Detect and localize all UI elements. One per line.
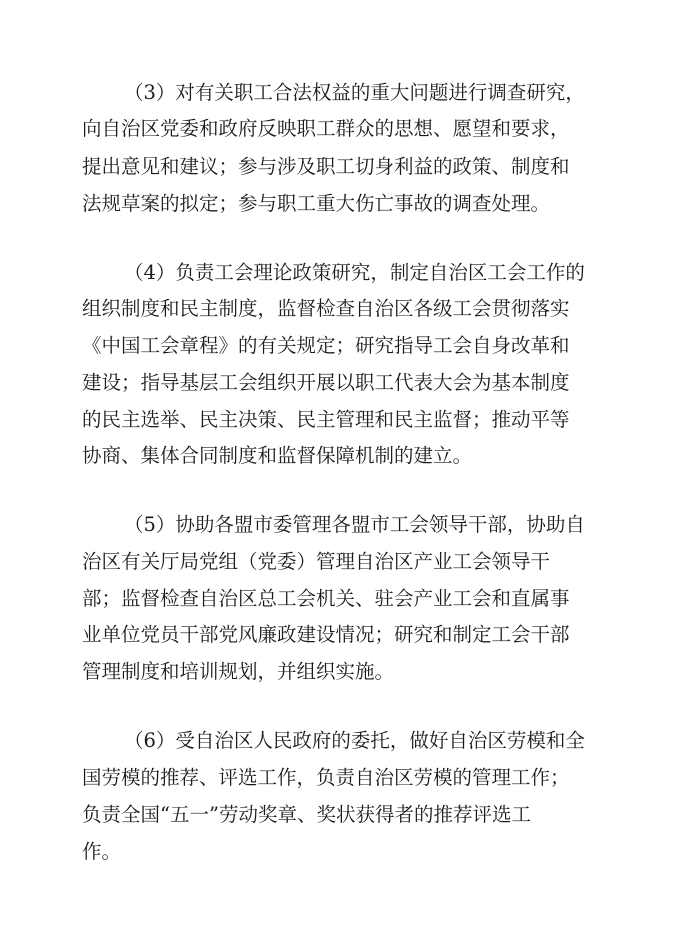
paragraph-line: （3）对有关职工合法权益的重大问题进行调查研究， xyxy=(124,81,585,104)
paragraph-line: 国劳模的推荐、评选工作，负责自治区劳模的管理工作； xyxy=(82,766,570,789)
paragraph-line: 治区有关厅局党组（党委）管理自治区产业工会领导干 xyxy=(82,550,551,573)
paragraph-line: 作。 xyxy=(82,840,122,863)
paragraph-line: 《中国工会章程》的有关规定；研究指导工会自身改革和 xyxy=(82,334,570,357)
paragraph-line: 向自治区党委和政府反映职工群众的思想、愿望和要求， xyxy=(82,117,570,140)
paragraph-line: 管理制度和培训规划，并组织实施。 xyxy=(82,660,395,683)
paragraph-line: （6）受自治区人民政府的委托，做好自治区劳模和全 xyxy=(124,729,585,752)
paragraph-line: 负责全国“五一”劳动奖章、奖状获得者的推荐评选工 xyxy=(82,803,531,826)
paragraph-line: （4）负责工会理论政策研究，制定自治区工会工作的 xyxy=(124,261,585,284)
paragraph-line: 协商、集体合同制度和监督保障机制的建立。 xyxy=(82,444,473,467)
paragraph-line: （5）协助各盟市委管理各盟市工会领导干部，协助自 xyxy=(124,513,585,536)
paragraph-line: 建设；指导基层工会组织开展以职工代表大会为基本制度 xyxy=(82,371,570,394)
paragraph-line: 组织制度和民主制度，监督检查自治区各级工会贯彻落实 xyxy=(82,297,570,320)
paragraph-line: 部；监督检查自治区总工会机关、驻会产业工会和直属事 xyxy=(82,587,570,610)
paragraph-line: 业单位党员干部党风廉政建设情况；研究和制定工会干部 xyxy=(82,623,570,646)
paragraph-line: 法规草案的拟定；参与职工重大伤亡事故的调查处理。 xyxy=(82,192,551,215)
paragraph-line: 提出意见和建议；参与涉及职工切身利益的政策、制度和 xyxy=(82,155,570,178)
paragraph-line: 的民主选举、民主决策、民主管理和民主监督；推动平等 xyxy=(82,408,570,431)
